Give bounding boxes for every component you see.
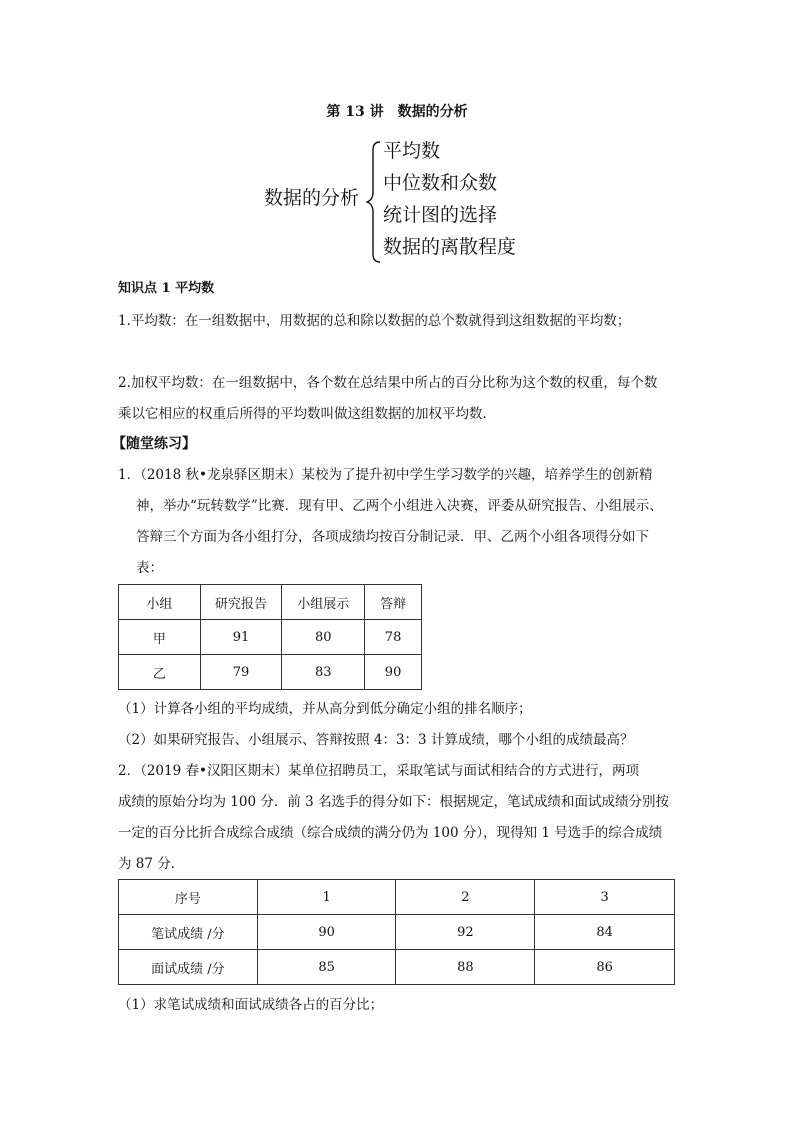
score-table-candidates: [118, 879, 675, 985]
table-cell: 78: [365, 620, 422, 655]
definition-weighted-line1: 2.加权平均数：在一组数据中，各个数在总结果中所占的百分比称为这个数的权重，每个数: [118, 375, 658, 391]
table-cell: 92: [396, 915, 535, 950]
table-header-cell: 研究报告: [200, 585, 282, 620]
table-cell: 85: [257, 950, 396, 985]
table-cell: 91: [200, 620, 282, 655]
outline-root: 数据的分析: [264, 187, 360, 209]
table-cell: 88: [396, 950, 535, 985]
question1-sub2: （2）如果研究报告、小组展示、答辩按照 4：3：3 计算成绩，哪个小组的成绩最高？: [118, 732, 634, 748]
table-cell: 90: [365, 655, 422, 690]
question1-line: 答辩三个方面为各小组打分，各项成绩均按百分制记录．甲、乙两个小组各项得分如下: [136, 529, 649, 545]
table-cell: 83: [282, 655, 365, 690]
question1-line: 表：: [136, 560, 163, 576]
definition-average: 1.平均数：在一组数据中，用数据的总和除以数据的总个数就得到这组数据的平均数；: [118, 313, 631, 329]
question1-line: 1．（2018 秋•龙泉驿区期末）某校为了提升初中学生学习数学的兴趣，培养学生的创新精: [118, 467, 653, 483]
table-cell: 笔试成绩 /分: [119, 915, 258, 950]
table-cell: 甲: [119, 620, 201, 655]
table-header-cell: 2: [396, 880, 535, 915]
table-cell: 79: [200, 655, 282, 690]
question2-line: 为 87 分．: [118, 856, 185, 872]
question2-line: 一定的百分比折合成综合成绩（综合成绩的满分仍为 100 分），现得知 1 号选手的综合成绩: [118, 825, 663, 841]
outline-item: 统计图的选择: [383, 204, 498, 226]
table-cell: 86: [535, 950, 675, 985]
curly-brace-icon: [366, 140, 382, 264]
section-heading: 知识点 1 平均数: [118, 281, 215, 296]
table-row: [119, 950, 675, 985]
table-row: [119, 915, 675, 950]
table-cell: 90: [257, 915, 396, 950]
question1-sub1: （1）计算各小组的平均成绩，并从高分到低分确定小组的排名顺序；: [118, 701, 532, 717]
table-cell: 面试成绩 /分: [119, 950, 258, 985]
question1-line: 神，举办“玩转数学”比赛．现有甲、乙两个小组进入决赛，评委从研究报告、小组展示、: [136, 498, 663, 514]
table-header-cell: 答辩: [365, 585, 422, 620]
table-cell: 80: [282, 620, 365, 655]
table-header-cell: 3: [535, 880, 675, 915]
outline-item: 平均数: [383, 140, 441, 162]
outline-item: 中位数和众数: [383, 172, 498, 194]
table-header-cell: 小组展示: [282, 585, 365, 620]
practice-heading: 【随堂练习】: [112, 436, 196, 452]
table-header-cell: 序号: [119, 880, 258, 915]
page-title: 第 13 讲 数据的分析: [326, 104, 468, 120]
table-header-cell: 1: [257, 880, 396, 915]
table-row: [119, 620, 422, 655]
table-cell: 乙: [119, 655, 201, 690]
table-header-cell: 小组: [119, 585, 201, 620]
question2-line: 成绩的原始分均为 100 分．前 3 名选手的得分如下：根据规定，笔试成绩和面试成绩分别按: [118, 794, 670, 810]
question2-line: 2．（2019 春•汉阳区期末）某单位招聘员工，采取笔试与面试相结合的方式进行，两项: [118, 763, 639, 779]
definition-weighted-line2: 乘以它相应的权重后所得的平均数叫做这组数据的加权平均数．: [118, 406, 496, 422]
outline-item: 数据的离散程度: [383, 236, 517, 258]
table-row: [119, 655, 422, 690]
question2-sub1: （1）求笔试成绩和面试成绩各占的百分比；: [118, 997, 384, 1013]
table-header-row: [119, 585, 422, 620]
table-header-row: [119, 880, 675, 915]
table-cell: 84: [535, 915, 675, 950]
score-table-groups: [118, 584, 422, 690]
